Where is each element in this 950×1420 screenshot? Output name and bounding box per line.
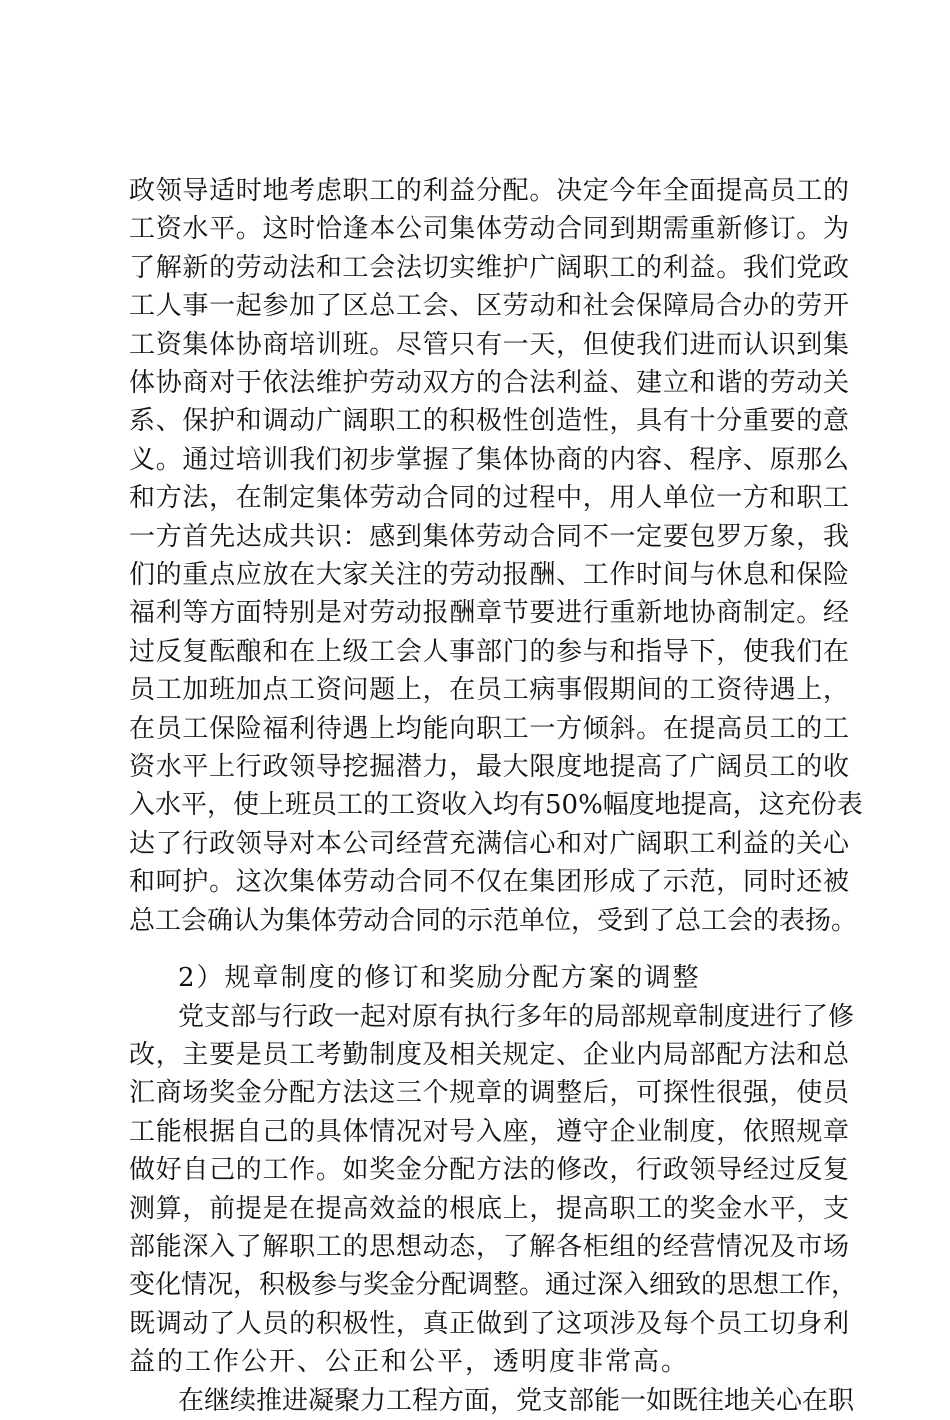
paragraph-1-line: 系、保护和调动广阔职工的积极性创造性，具有十分重要的意 bbox=[129, 406, 849, 436]
paragraph-2-line: 益的工作公开、公正和公平，透明度非常高。 bbox=[129, 1347, 690, 1377]
paragraph-1-line: 工资水平。这时恰逢本公司集体劳动合同到期需重新修订。为 bbox=[129, 214, 849, 244]
paragraph-2-line: 既调动了人员的积极性，真正做到了这项涉及每个员工切身利 bbox=[129, 1309, 849, 1339]
paragraph-2-line: 汇商场奖金分配方法这三个规章的调整后，可探性很强，使员 bbox=[129, 1078, 849, 1108]
paragraph-2-line: 改，主要是员工考勤制度及相关规定、企业内局部配方法和总 bbox=[129, 1040, 849, 1070]
paragraph-1-line: 工资集体协商培训班。尽管只有一天，但使我们进而认识到集 bbox=[129, 330, 849, 360]
paragraph-3-line: 在继续推进凝聚力工程方面，党支部能一如既往地关心在职 bbox=[178, 1386, 855, 1416]
paragraph-1-line: 们的重点应放在大家关注的劳动报酬、工作时间与休息和保险 bbox=[129, 560, 849, 590]
paragraph-1-line: 了解新的劳动法和工会法切实维护广阔职工的利益。我们党政 bbox=[129, 253, 849, 283]
paragraph-2-line: 变化情况，积极参与奖金分配调整。通过深入细致的思想工作， bbox=[129, 1270, 858, 1300]
paragraph-1-line: 义。通过培训我们初步掌握了集体协商的内容、程序、原那么 bbox=[129, 445, 849, 475]
paragraph-2-line: 党支部与行政一起对原有执行多年的局部规章制度进行了修 bbox=[178, 1002, 855, 1032]
paragraph-1-line: 入水平，使上班员工的工资收入均有50%幅度地提高，这充份表 bbox=[129, 790, 863, 820]
paragraph-2-line: 做好自己的工作。如奖金分配方法的修改，行政领导经过反复 bbox=[129, 1155, 849, 1185]
paragraph-1-line: 过反复酝酿和在上级工会人事部门的参与和指导下，使我们在 bbox=[129, 637, 849, 667]
paragraph-2-line: 测算，前提是在提高效益的根底上，提高职工的奖金水平，支 bbox=[129, 1194, 849, 1224]
paragraph-1-line: 达了行政领导对本公司经营充满信心和对广阔职工利益的关心 bbox=[129, 829, 849, 859]
paragraph-1-line: 福利等方面特别是对劳动报酬章节要进行重新地协商制定。经 bbox=[129, 598, 849, 628]
paragraph-1-line: 一方首先达成共识：感到集体劳动合同不一定要包罗万象，我 bbox=[129, 522, 849, 552]
paragraph-1-line: 政领导适时地考虑职工的利益分配。决定今年全面提高员工的 bbox=[129, 176, 849, 206]
paragraph-1-line: 和呵护。这次集体劳动合同不仅在集团形成了示范，同时还被 bbox=[129, 867, 849, 897]
paragraph-1-line: 总工会确认为集体劳动合同的示范单位，受到了总工会的表扬。 bbox=[129, 906, 858, 936]
paragraph-1-line: 体协商对于依法维护劳动双方的合法利益、建立和谐的劳动关 bbox=[129, 368, 849, 398]
paragraph-1-line: 工人事一起参加了区总工会、区劳动和社会保障局合办的劳开 bbox=[129, 291, 849, 321]
paragraph-1-line: 资水平上行政领导挖掘潜力，最大限度地提高了广阔员工的收 bbox=[129, 752, 849, 782]
paragraph-2-line: 工能根据自己的具体情况对号入座，遵守企业制度，依照规章 bbox=[129, 1117, 849, 1147]
section-heading: 2）规章制度的修订和奖励分配方案的调整 bbox=[178, 963, 701, 993]
paragraph-1-line: 在员工保险福利待遇上均能向职工一方倾斜。在提高员工的工 bbox=[129, 714, 849, 744]
paragraph-1-line: 和方法，在制定集体劳动合同的过程中，用人单位一方和职工 bbox=[129, 483, 849, 513]
paragraph-1-line: 员工加班加点工资问题上，在员工病事假期间的工资待遇上， bbox=[129, 675, 849, 705]
paragraph-2-line: 部能深入了解职工的思想动态，了解各柜组的经营情况及市场 bbox=[129, 1232, 849, 1262]
